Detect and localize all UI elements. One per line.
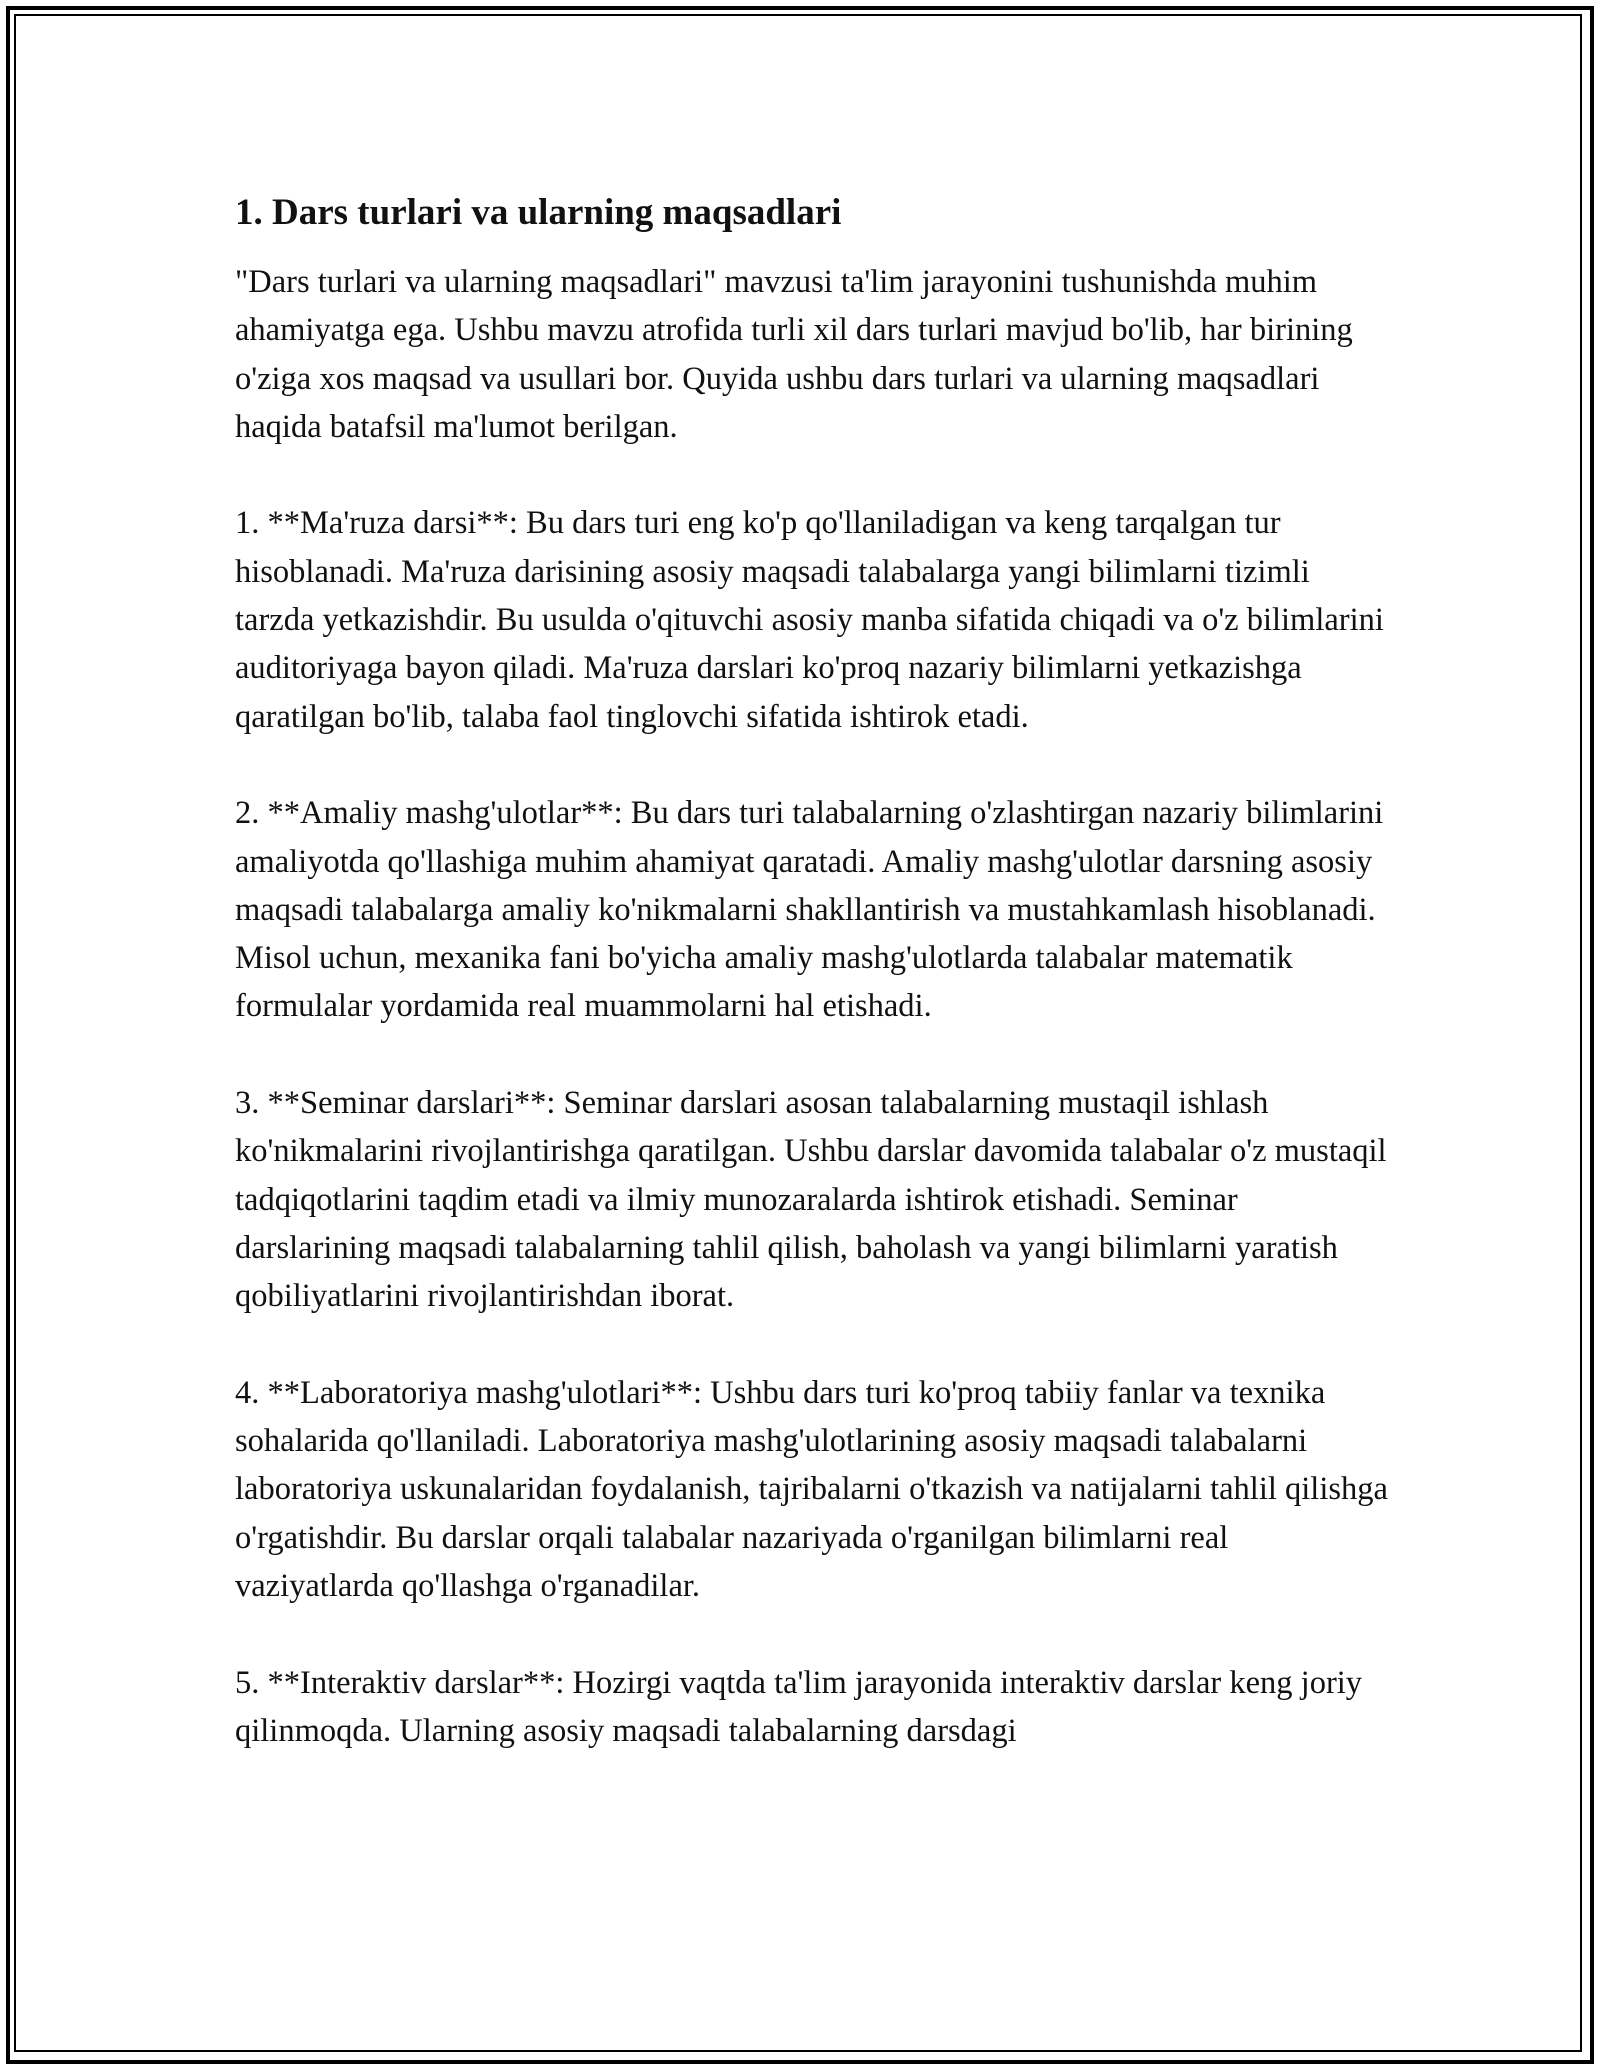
page-title: 1. Dars turlari va ularning maqsadlari bbox=[235, 192, 842, 233]
paragraph-amaliy-mashgulotlar: 2. **Amaliy mashg'ulotlar**: Bu dars turi talabalarning o'zlashtirgan nazariy bilimlarini amaliyotda qo'llashiga muhim ahamiyat qaratadi. Amaliy mashg'ulotlar darsning asosiy maqsadi talabalarga amaliy ko'nikmalarni shakllantirish va mustahkamlash hisoblanadi. Misol uchun, mexanika fani bo'yicha amaliy mashg'ulotlarda talabalar matematik formulalar yordamida real muammolarni hal etishadi. bbox=[235, 795, 1384, 1025]
intro-paragraph: "Dars turlari va ularning maqsadlari" mavzusi ta'lim jarayonini tushunishda muhim ahamiyatga ega. Ushbu mavzu atrofida turli xil dars turlari mavjud bo'lib, har birining o'ziga xos maqsad va usullari bor. Quyida ushbu dars turlari va ularning maqsadlari haqida batafsil ma'lumot berilgan. bbox=[235, 264, 1353, 445]
paragraph-seminar-darslari: 3. **Seminar darslari**: Seminar darslari asosan talabalarning mustaqil ishlash ko'nikmalarini rivojlantirishga qaratilgan. Ushbu darslar davomida talabalar o'z mustaqil tadqiqotlarini taqdim etadi va ilmiy munozaralarda ishtirok etishadi. Seminar darslarining maqsadi talabalarning tahlil qilish, baholash va yangi bilimlarni yaratish qobiliyatlarini rivojlantirishdan iborat. bbox=[235, 1085, 1387, 1315]
document-body bbox=[235, 190, 1395, 1804]
paragraph-interaktiv-darslar: 5. **Interaktiv darslar**: Hozirgi vaqtda ta'lim jarayonida interaktiv darslar keng joriy qilinmoqda. Ularning asosiy maqsadi talabalarning darsdagi bbox=[235, 1664, 1363, 1749]
paragraph-laboratoriya-mashgulotlari: 4. **Laboratoriya mashg'ulotlari**: Ushbu dars turi ko'proq tabiiy fanlar va texnika sohalarida qo'llaniladi. Laboratoriya mashg'ulotlarining asosiy maqsadi talabalarni laboratoriya uskunalaridan foydalanish, tajribalarni o'tkazish va natijalarni tahlil qilishga o'rgatishdir. Bu darslar orqali talabalar nazariyada o'rganilgan bilimlarni real vaziyatlarda qo'llashga o'rganadilar. bbox=[235, 1374, 1388, 1605]
paragraph-maruza-darsi: 1. **Ma'ruza darsi**: Bu dars turi eng ko'p qo'llaniladigan va keng tarqalgan tur hisoblanadi. Ma'ruza darisining asosiy maqsadi talabalarga yangi bilimlarni tizimli tarzda yetkazishdir. Bu usulda o'qituvchi asosiy manba sifatida chiqadi va o'z bilimlarini auditoriyaga bayon qiladi. Ma'ruza darslari ko'proq nazariy bilimlarni yetkazishga qaratilgan bo'lib, talaba faol tinglovchi sifatida ishtirok etadi. bbox=[235, 505, 1384, 735]
